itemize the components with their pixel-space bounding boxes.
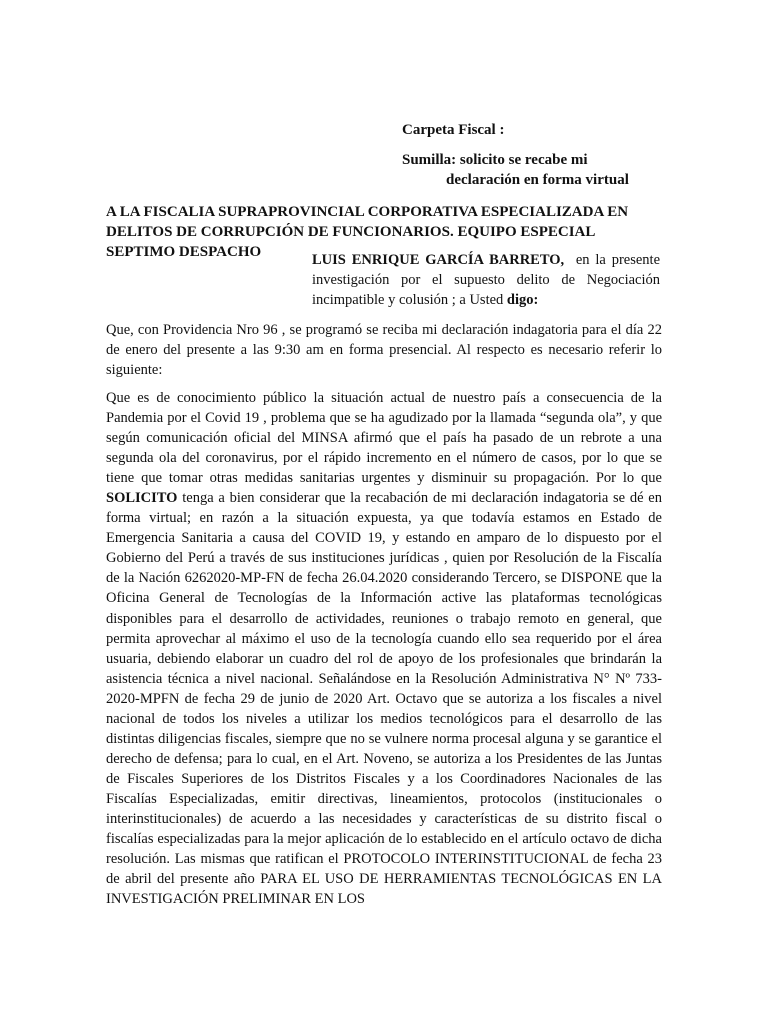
carpeta-fiscal-label: Carpeta Fiscal : — [402, 122, 505, 138]
paragraph-providencia: Que, con Providencia Nro 96 , se programó se reciba mi declaración indagatoria para el día 22 de enero del presente a las 9:30 am en forma presencial. Al respecto es necesario referir lo siguiente: — [106, 322, 662, 379]
sumilla-line-2: declaración en forma virtual — [446, 172, 629, 188]
petitioner-name: LUIS ENRIQUE GARCÍA BARRETO, — [312, 252, 565, 268]
paragraph-solicitud-part2: tenga a bien considerar que la recabación de mi declaración indagatoria se dé en forma virtual; en razón a la situación expuesta, ya que todavía estamos en Estado de Emergencia Sanitaria a causa del COVID 19, y estando en amparo de lo dispuesto por el Gobierno del Perú a través de sus instituciones jurídicas , quien por Resolución de la Fiscalía de la Nación 6262020-MP-FN de fecha 26.04.2020 considerando Tercero, se DISPONE que la Oficina General de Tecnologías de la Información active las plataformas tecnológicas disponibles para el desarrollo de actividades, reuniones o trabajo remoto en general, que permita aprovechar al máximo el uso de la tecnología cuando ello sea requerido por el área usuaria, debiendo elaborar un cuadro del rol de apoyo de los profesionales que brindarán la asistencia técnica a nivel nacional. Señalándose en la Resolución Administrativa N° Nº 733-2020-MPFN de fecha 29 de junio de 2020 Art. Octavo que se autoriza a los fiscales a nivel nacional de todos los niveles a utilizar los medios tecnológicos para el desarrollo de las distintas diligencias fiscales, siempre que no se vulnere norma procesal alguna y se garantice el derecho de defensa; para lo cual, en el Art. Noveno, se autoriza a los Presidentes de las Juntas de Fiscales Superiores de los Distritos Fiscales y a los Coordinadores Nacionales de las Fiscalías Especializadas, emitir directivas, lineamientos, protocolos (institucionales o interinstitucionales) de acuerdo a las necesidades y características de su distrito fiscal o fiscalías especializadas para la mejor aplicación de lo establecido en el artículo octavo de dicha resolución. Las mismas que ratifican el PROTOCOLO INTERINSTITUCIONAL de fecha 23 de abril del presente año PARA EL USO DE HERRAMIENTAS TECNOLÓGICAS EN LA INVESTIGACIÓN PRELIMINAR EN LOS — [106, 490, 662, 908]
intro-closing: digo: — [506, 292, 539, 308]
addressee-heading: A LA FISCALIA SUPRAPROVINCIAL CORPORATIVA ESPECIALIZADA EN DELITOS DE CORRUPCIÓN DE FUNCIONARIOS. EQUIPO ESPECIAL SEPTIMO DESPACHO — [106, 204, 629, 260]
petitioner-intro — [312, 250, 660, 310]
paragraph-solicitud-part1: Que es de conocimiento público la situación actual de nuestro país a consecuencia de la Pandemia por el Covid 19 , problema que se ha agudizado por la llamada “segunda ola”, y que según comunicación oficial del MINSA afirmó que el país ha pasado de un rebrote a una segunda ola del coronavirus, por el rápido incremento en el número de casos, por lo que se tiene que tomar otras medidas sanitarias urgentes y disminuir su propagación. Por lo que — [106, 390, 662, 487]
solicito-keyword: SOLICITO — [106, 490, 178, 507]
intro-text: en la presente investigación por el supuesto delito de Negociación incimpatible y colusión ; a Usted — [312, 252, 661, 308]
paragraph-solicitud — [106, 388, 662, 909]
sumilla-line-1: Sumilla: solicito se recabe mi — [402, 152, 588, 168]
